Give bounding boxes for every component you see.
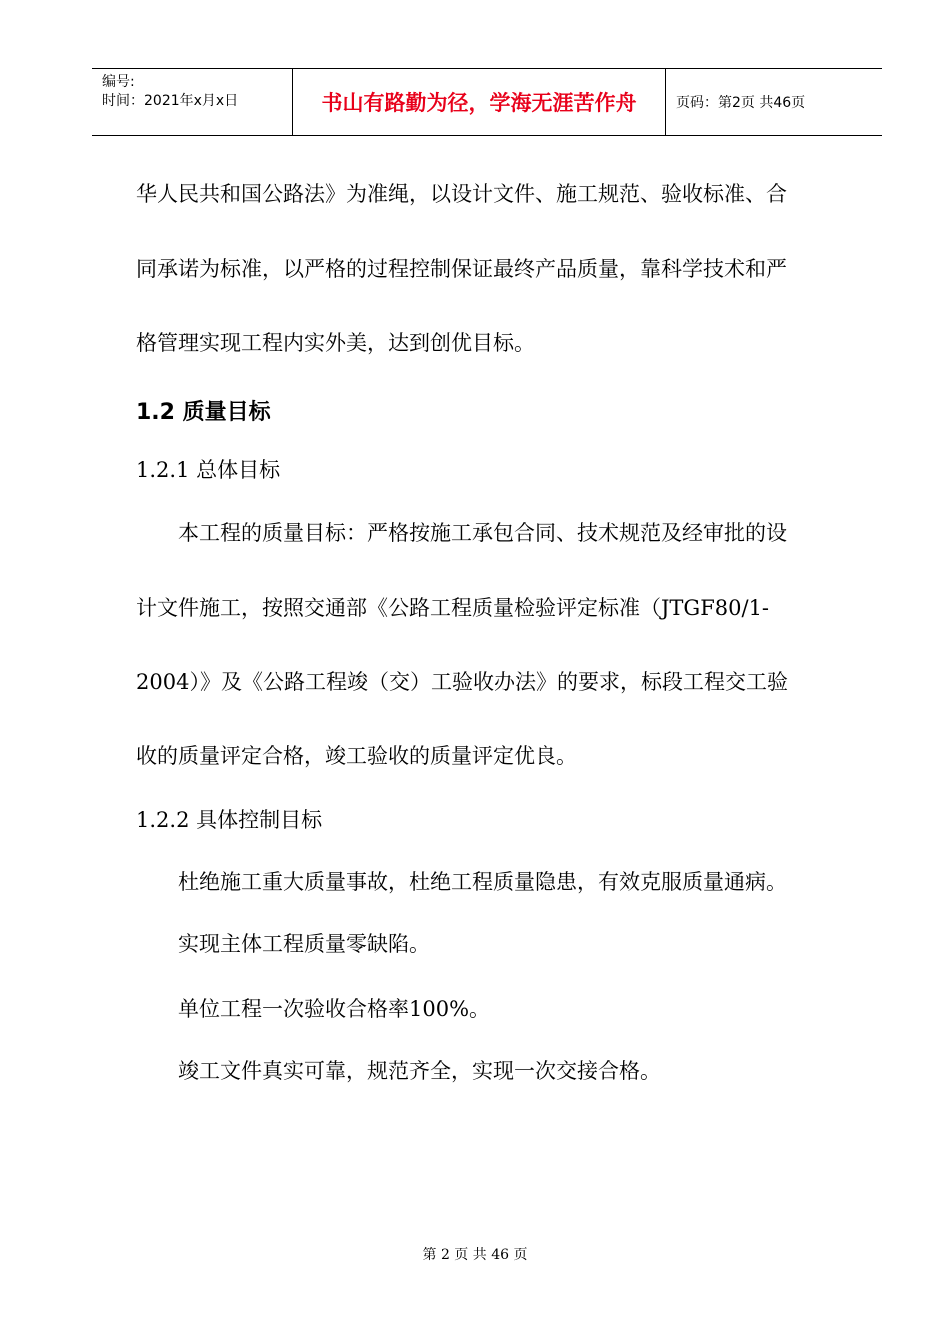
- doc-number-label: 编号:: [102, 74, 135, 90]
- header-page-cell: [666, 69, 882, 135]
- section-heading: 1.2 质量目标: [136, 400, 271, 425]
- list-item: 单位工程一次验收合格率100%。: [178, 997, 491, 1021]
- paragraph-line: 2004）》及《公路工程竣（交）工验收办法》的要求，标段工程交工验: [136, 670, 788, 694]
- header-motto: 书山有路勤为径，学海无涯苦作舟: [321, 91, 637, 115]
- page-header: [92, 68, 882, 136]
- paragraph-line: 计文件施工，按照交通部《公路工程质量检验评定标准（JTGF80/1-: [136, 596, 770, 620]
- header-motto-cell: [293, 69, 666, 135]
- header-page-number: 页码：第2页 共46页: [676, 95, 806, 111]
- page-footer: 第 2 页 共 46 页: [422, 1247, 528, 1263]
- paragraph-line: 同承诺为标准，以严格的过程控制保证最终产品质量，靠科学技术和严: [136, 257, 787, 281]
- paragraph-line: 本工程的质量目标：严格按施工承包合同、技术规范及经审批的设: [178, 521, 787, 545]
- subsection-heading: 1.2.1 总体目标: [136, 458, 281, 482]
- header-meta-cell: [92, 69, 293, 135]
- paragraph-line: 格管理实现工程内实外美，达到创优目标。: [136, 331, 535, 355]
- subsection-heading: 1.2.2 具体控制目标: [136, 808, 323, 832]
- list-item: 竣工文件真实可靠，规范齐全，实现一次交接合格。: [178, 1059, 661, 1083]
- doc-time-label: 时间：2021年x月x日: [102, 93, 239, 109]
- list-item: 实现主体工程质量零缺陷。: [178, 932, 430, 956]
- paragraph-line: 华人民共和国公路法》为准绳，以设计文件、施工规范、验收标准、合: [136, 182, 787, 206]
- list-item: 杜绝施工重大质量事故，杜绝工程质量隐患，有效克服质量通病。: [178, 870, 787, 894]
- paragraph-line: 收的质量评定合格，竣工验收的质量评定优良。: [136, 744, 577, 768]
